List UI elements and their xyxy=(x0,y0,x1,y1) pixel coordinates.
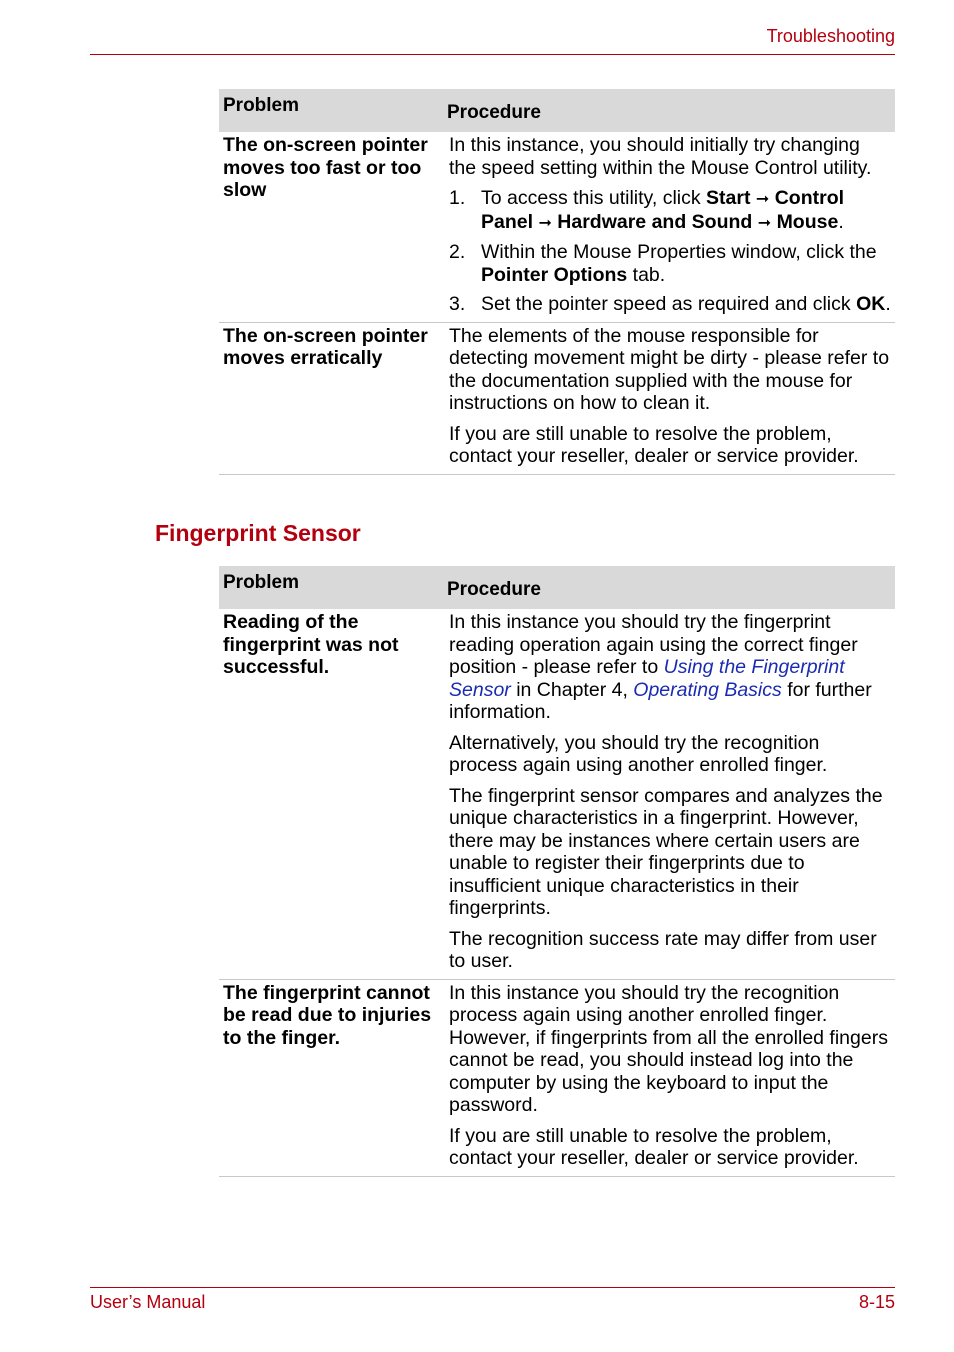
problem-cell: The on-screen pointer moves erratically xyxy=(219,322,443,474)
procedure-intro: In this instance, you should initially try changing the speed setting within the Mouse Control utility. xyxy=(449,134,872,179)
step-text: Set the pointer speed as required and click xyxy=(481,293,857,315)
step-number: 3. xyxy=(449,293,466,315)
step-text-end: . xyxy=(838,210,844,233)
arrow-icon: ➞ xyxy=(538,212,552,232)
step-text-end: . xyxy=(885,293,891,315)
procedure-paragraph: The elements of the mouse responsible for detecting movement might be dirty - please refer to the documentation supplied with the mouse for instructions on how to clean it. xyxy=(449,324,890,414)
menu-path-hardware-and-sound: Hardware and Sound xyxy=(557,210,753,233)
step-text-end: tab. xyxy=(627,263,666,286)
column-header-procedure: Procedure xyxy=(443,566,895,609)
step-number: 2. xyxy=(449,241,466,263)
column-header-problem: Problem xyxy=(219,566,443,609)
procedure-paragraph: The fingerprint sensor compares and analyzes the unique characteristics in a fingerprint. However, there may be instances where certain users are unable to register their fingerprints due to insufficient unique characteristics in their fingerprints. xyxy=(449,784,883,919)
procedure-paragraph: If you are still unable to resolve the problem, contact your reseller, dealer or service provider. xyxy=(449,1124,859,1169)
arrow-icon: ➞ xyxy=(755,189,770,208)
mouse-troubleshooting-table xyxy=(219,89,895,475)
table-row xyxy=(219,979,895,1176)
list-item xyxy=(449,241,891,286)
section-title: Fingerprint Sensor xyxy=(155,520,361,546)
table-row xyxy=(219,609,895,979)
menu-path-mouse: Mouse xyxy=(776,210,839,233)
step-text: To access this utility, click xyxy=(481,187,707,209)
column-header-problem: Problem xyxy=(219,89,443,132)
list-item xyxy=(449,187,891,234)
ok-label: OK xyxy=(856,293,886,315)
procedure-paragraph: If you are still unable to resolve the problem, contact your reseller, dealer or service provider. xyxy=(449,422,859,467)
problem-cell: Reading of the fingerprint was not successful. xyxy=(219,609,443,979)
column-header-procedure: Procedure xyxy=(443,89,895,132)
procedure-cell xyxy=(443,979,895,1176)
table-header-row xyxy=(219,566,895,609)
procedure-cell xyxy=(443,132,895,322)
list-item xyxy=(449,293,891,316)
paragraph-text: for further information. xyxy=(449,678,872,723)
arrow-icon: ➞ xyxy=(757,212,772,232)
procedure-paragraph: Alternatively, you should try the recognition process again using another enrolled finger. xyxy=(449,731,828,776)
problem-cell: The on-screen pointer moves too fast or too slow xyxy=(219,132,443,322)
paragraph-text: in Chapter 4, xyxy=(510,678,634,701)
problem-cell: The fingerprint cannot be read due to injuries to the finger. xyxy=(219,979,443,1176)
procedure-cell xyxy=(443,609,895,979)
procedure-paragraph: The recognition success rate may differ from user to user. xyxy=(449,927,877,972)
chapter-link[interactable]: Operating Basics xyxy=(633,678,782,701)
header-divider xyxy=(90,54,895,55)
procedure-paragraph: In this instance you should try the recognition process again using another enrolled finger. However, if fingerprints from all the enrolled fingers cannot be read, you should instead log into the computer by using the keyboard to input the password. xyxy=(449,981,888,1116)
step-number: 1. xyxy=(449,187,466,209)
table-row xyxy=(219,322,895,474)
menu-path-start: Start xyxy=(706,187,751,209)
footer-manual-title: User’s Manual xyxy=(90,1292,206,1312)
procedure-paragraph xyxy=(449,611,891,724)
fingerprint-troubleshooting-table xyxy=(219,566,895,1177)
table-row xyxy=(219,132,895,322)
table-header-row xyxy=(219,89,895,132)
paragraph-text: In this instance you should try the fingerprint reading operation again using the correct finger position - please refer to xyxy=(449,611,858,678)
pointer-options-tab-label: Pointer Options xyxy=(481,263,628,286)
procedure-steps xyxy=(449,187,891,316)
page-number: 8-15 xyxy=(858,1292,895,1312)
menu-path-control-panel: Control Panel xyxy=(481,187,845,233)
cross-reference-link[interactable]: Using the Fingerprint Sensor xyxy=(449,656,845,701)
step-text: Within the Mouse Properties window, click the xyxy=(481,241,877,263)
running-header: Troubleshooting xyxy=(766,26,895,46)
procedure-cell xyxy=(443,322,895,474)
footer-divider xyxy=(90,1287,895,1288)
